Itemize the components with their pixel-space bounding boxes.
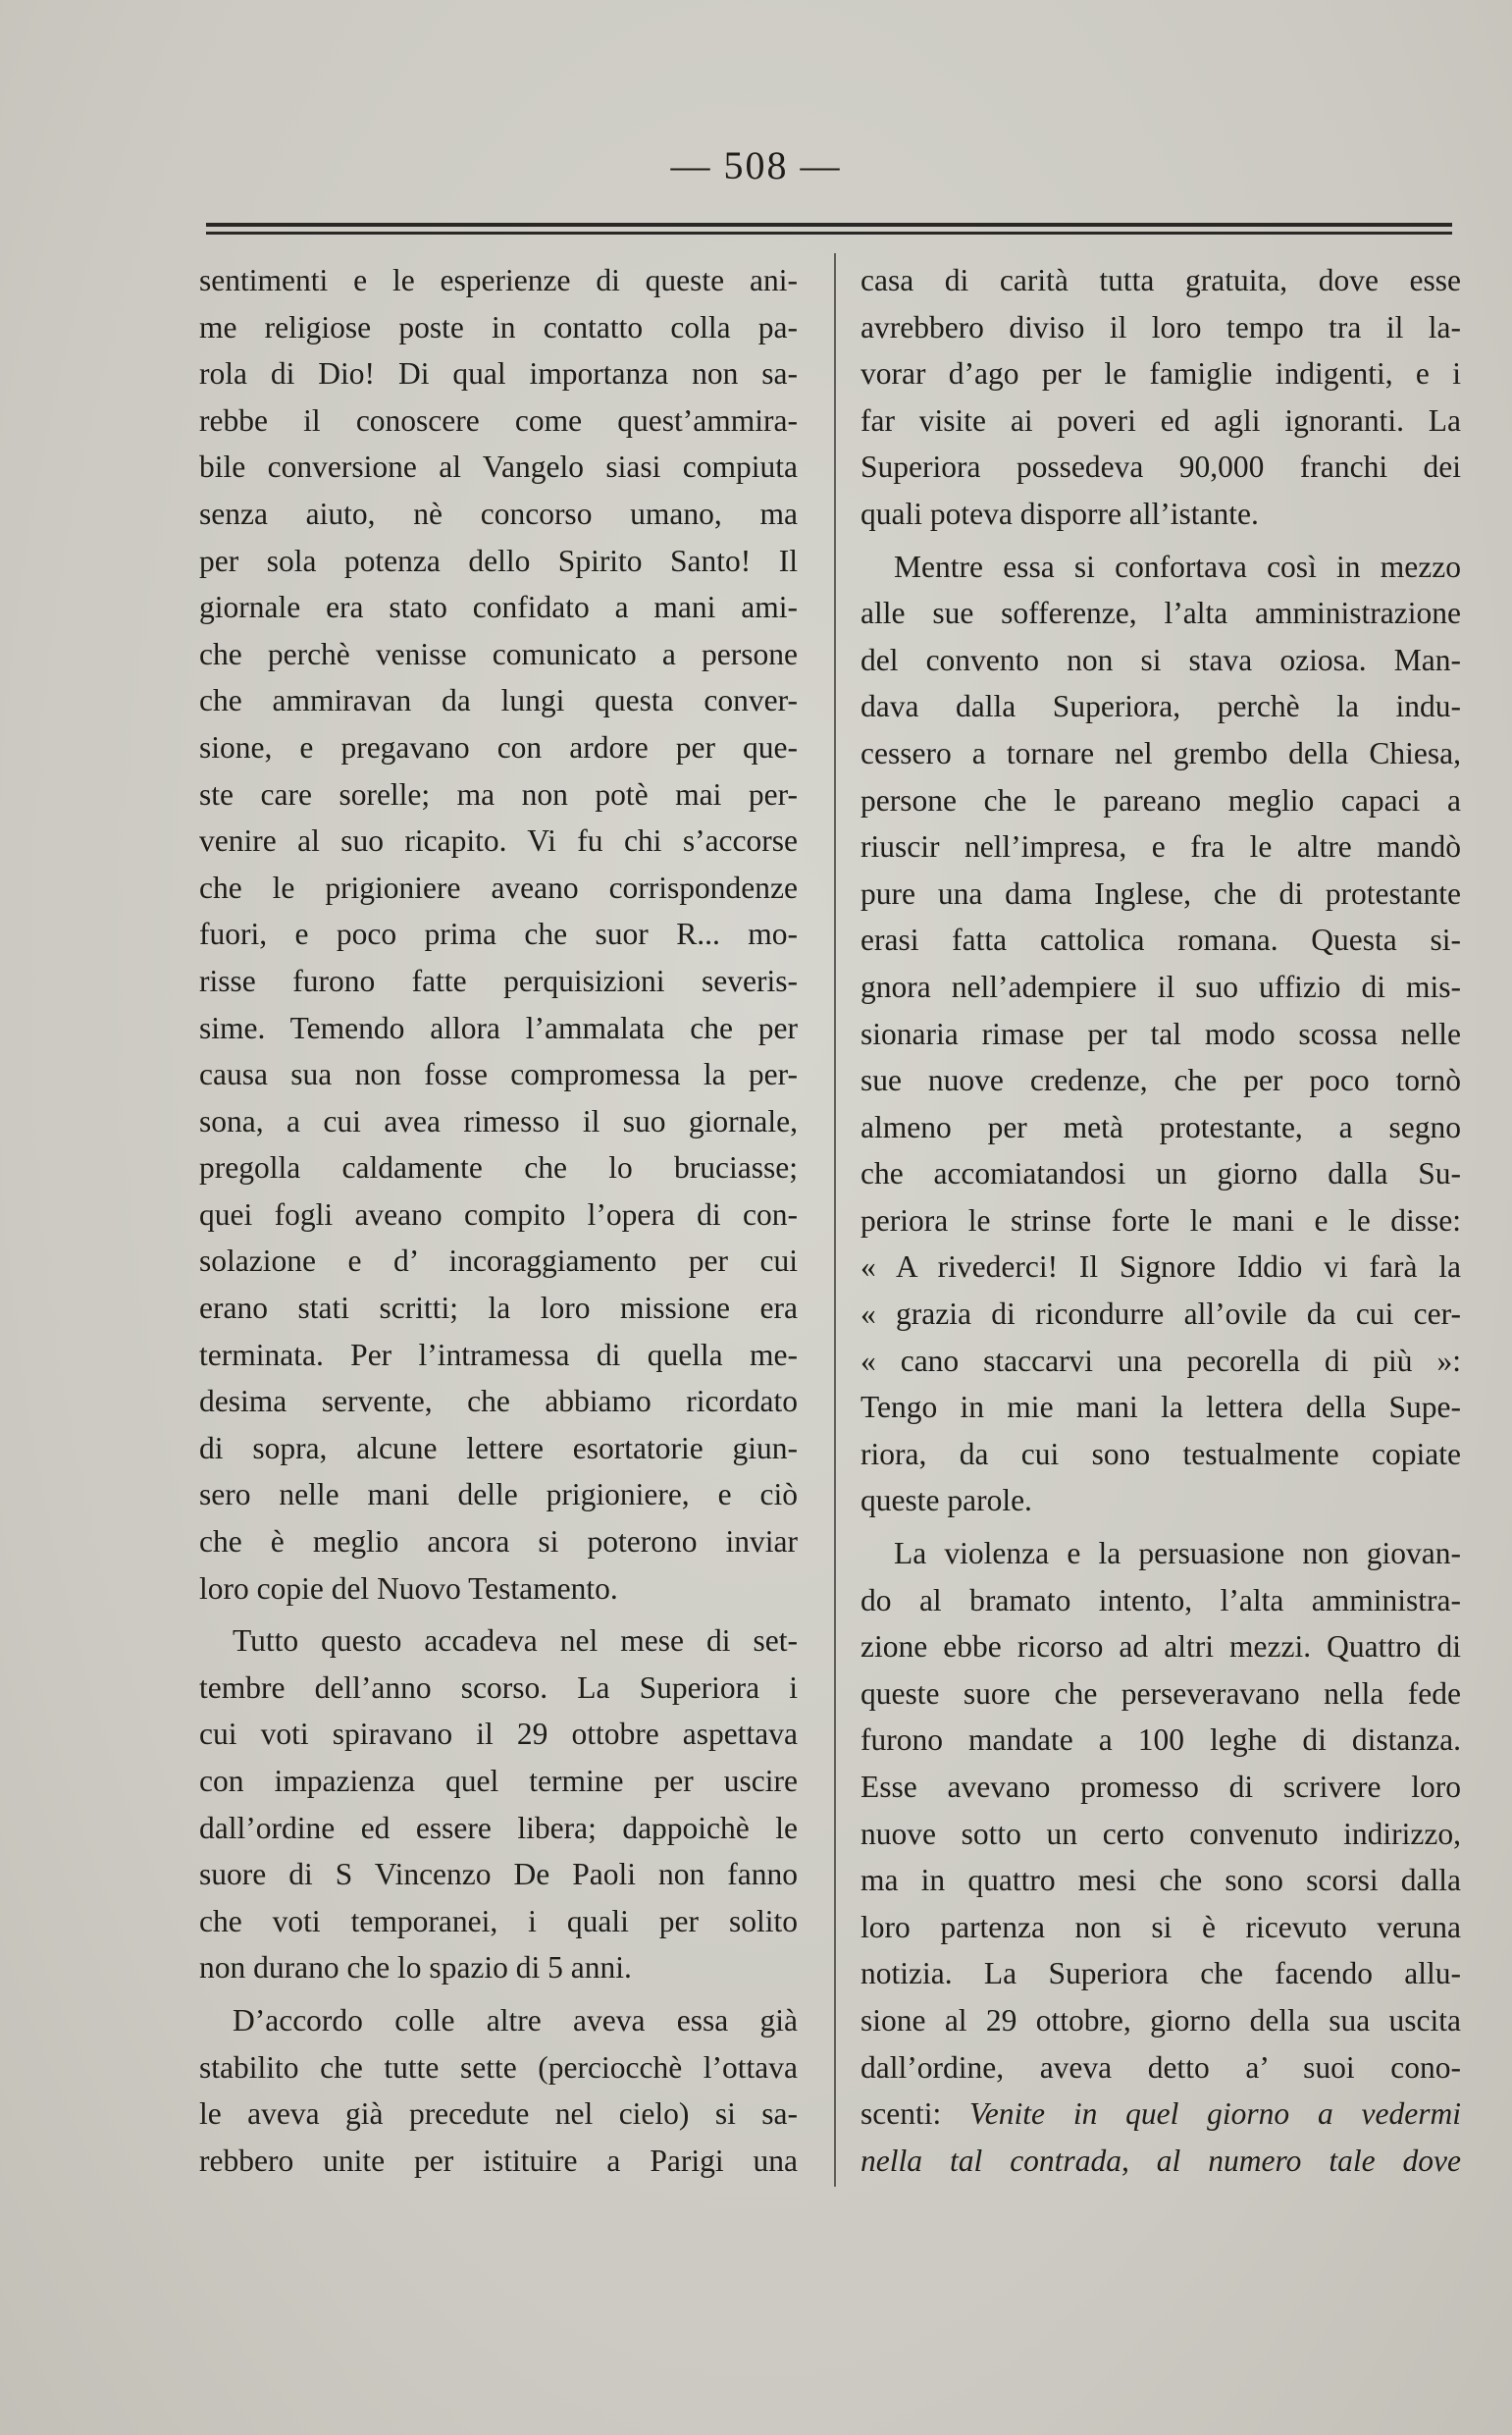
text-line: del convento non si stava oziosa. Man-: [860, 642, 1461, 677]
text-line: almeno per metà protestante, a segno: [860, 1109, 1461, 1144]
text-line: me religiose poste in contatto colla pa-: [199, 309, 798, 344]
page-number: — 508 —: [670, 143, 842, 187]
text-line: che accomiatandosi un giorno dalla Su-: [860, 1156, 1461, 1191]
text-line: ste care sorelle; ma non potè mai per-: [199, 776, 798, 812]
text-line: quei fogli aveano compito l’opera di con-: [199, 1196, 798, 1232]
text-line: notizia. La Superiora che facendo allu-: [860, 1956, 1461, 1991]
text-line: che perchè venisse comunicato a persone: [199, 636, 798, 671]
text-segment: scenti:: [860, 2096, 942, 2132]
text-line: dall’ordine ed essere libera; dappoichè le: [199, 1810, 798, 1845]
text-line: bile conversione al Vangelo siasi compiuta: [199, 450, 798, 485]
text-line: queste suore che perseveravano nella fede: [860, 1675, 1461, 1711]
text-line: terminata. Per l’intramessa di quella me-: [199, 1337, 798, 1372]
text-line: furono mandate a 100 leghe di distanza.: [860, 1722, 1461, 1758]
text-line: quali poteva disporre all’istante.: [860, 496, 1259, 531]
text-line: Superiora possedeva 90,000 franchi dei: [860, 450, 1461, 485]
text-line: sione, e pregavano con ardore per que-: [199, 729, 798, 765]
text-line: desima servente, che abbiamo ricordato: [199, 1384, 798, 1419]
text-line: vorar d’ago per le famiglie indigenti, e i: [860, 356, 1461, 392]
text-line: pure una dama Inglese, che di protestante: [860, 875, 1461, 911]
text-line: pregolla caldamente che lo bruciasse;: [199, 1150, 798, 1186]
text-line: persone che le pareano meglio capaci a: [860, 782, 1461, 818]
text-line: loro copie del Nuovo Testamento.: [199, 1570, 618, 1606]
text-line: sero nelle mani delle prigioniere, e ciò: [199, 1477, 798, 1512]
text-line: D’accordo colle altre aveva essa già: [233, 2002, 798, 2038]
text-line: di sopra, alcune lettere esortatorie giun-: [199, 1430, 798, 1465]
text-line: che è meglio ancora si poterono inviar: [199, 1524, 798, 1560]
text-line: [860, 2091, 1461, 2138]
text-line: con impazienza quel termine per uscire: [199, 1764, 798, 1798]
italic-text: Venite in quel giorno a vedermi: [969, 2096, 1461, 2132]
text-line: « cano staccarvi una pecorella di più »:: [860, 1343, 1461, 1378]
text-line: giornale era stato confidato a mani ami-: [199, 590, 798, 625]
text-line: sione al 29 ottobre, giorno della sua uscita: [860, 2002, 1461, 2038]
text-line: venire al suo ricapito. Vi fu chi s’accorse: [199, 823, 798, 859]
text-line: dava dalla Superiora, perchè la indu-: [860, 689, 1461, 724]
text-line: Mentre essa si confortava così in mezzo: [894, 549, 1461, 584]
text-line: le aveva già precedute nel cielo) si sa-: [199, 2096, 798, 2132]
text-line: alle sue sofferenze, l’alta amministrazione: [860, 596, 1461, 631]
text-line: sionaria rimase per tal modo scossa nelle: [860, 1016, 1461, 1051]
italic-text-line: nella tal contrada, al numero tale dove: [860, 2143, 1461, 2178]
text-line: casa di carità tutta gratuita, dove esse: [860, 263, 1461, 297]
text-line: fuori, e poco prima che suor R... mo-: [199, 917, 798, 952]
text-line: « A rivederci! Il Signore Iddio vi farà la: [860, 1249, 1461, 1285]
text-line: periora le strinse forte le mani e le disse:: [860, 1202, 1461, 1238]
text-line: erano stati scritti; la loro missione era: [199, 1291, 798, 1326]
text-line: suore di S Vincenzo De Paoli non fanno: [199, 1857, 798, 1892]
text-line: far visite ai poveri ed agli ignoranti. La: [860, 402, 1461, 438]
text-line: solazione e d’ incoraggiamento per cui: [199, 1244, 798, 1279]
text-line: stabilito che tutte sette (perciocchè l’ottava: [199, 2049, 798, 2085]
text-line: erasi fatta cattolica romana. Questa si-: [860, 923, 1461, 958]
text-line: che voti temporanei, i quali per solito: [199, 1903, 798, 1938]
text-line: queste parole.: [860, 1483, 1032, 1518]
text-line: La violenza e la persuasione non giovan-: [894, 1536, 1461, 1571]
left-column: [199, 257, 798, 2184]
text-line: rola di Dio! Di qual importanza non sa-: [199, 356, 798, 392]
text-line: senza aiuto, nè concorso umano, ma: [199, 496, 798, 531]
text-line: Esse avevano promesso di scrivere loro: [860, 1770, 1461, 1804]
text-line: do al bramato intento, l’alta amministra-: [860, 1582, 1461, 1617]
text-line: zione ebbe ricorso ad altri mezzi. Quattro di: [860, 1629, 1461, 1665]
text-line: cui voti spiravano il 29 ottobre aspettava: [199, 1717, 798, 1752]
text-line: sona, a cui avea rimesso il suo giornale,: [199, 1103, 798, 1138]
text-line: Tutto questo accadeva nel mese di set-: [233, 1623, 798, 1659]
column-divider: [834, 253, 836, 2187]
right-column: [860, 257, 1461, 2184]
text-line: Tengo in mie mani la lettera della Supe-: [860, 1390, 1461, 1425]
text-line: ma in quattro mesi che sono scorsi dalla: [860, 1863, 1461, 1898]
text-line: rebbero unite per istituire a Parigi una: [199, 2143, 798, 2178]
text-line: rebbe il conoscere come quest’ammira-: [199, 402, 798, 438]
text-line: gnora nell’adempiere il suo uffizio di mis-: [860, 969, 1461, 1004]
text-line: avrebbero diviso il loro tempo tra il la-: [860, 309, 1461, 344]
text-line: che le prigioniere aveano corrispondenze: [199, 870, 798, 905]
text-line: per sola potenza dello Spirito Santo! Il: [199, 543, 798, 578]
header-double-rule: [206, 223, 1452, 235]
text-line: loro partenza non si è ricevuto veruna: [860, 1909, 1461, 1944]
text-line: sue nuove credenze, che per poco tornò: [860, 1063, 1461, 1098]
text-line: riora, da cui sono testualmente copiate: [860, 1436, 1461, 1471]
text-line: dall’ordine, aveva detto a’ suoi cono-: [860, 2049, 1461, 2085]
text-line: risse furono fatte perquisizioni severis-: [199, 963, 798, 998]
text-line: riuscir nell’impresa, e fra le altre mandò: [860, 829, 1461, 865]
text-line: che ammiravan da lungi questa conver-: [199, 683, 798, 718]
text-line: sentimenti e le esperienze di queste ani-: [199, 263, 798, 297]
text-line: cessero a tornare nel grembo della Chiesa,: [860, 735, 1461, 770]
text-line: sime. Temendo allora l’ammalata che per: [199, 1010, 798, 1045]
text-line: tembre dell’anno scorso. La Superiora i: [199, 1669, 798, 1705]
text-line: causa sua non fosse compromessa la per-: [199, 1057, 798, 1092]
text-line: nuove sotto un certo convenuto indirizzo,: [860, 1816, 1461, 1851]
text-line: non durano che lo spazio di 5 anni.: [199, 1950, 632, 1985]
text-line: « grazia di ricondurre all’ovile da cui cer-: [860, 1297, 1461, 1332]
